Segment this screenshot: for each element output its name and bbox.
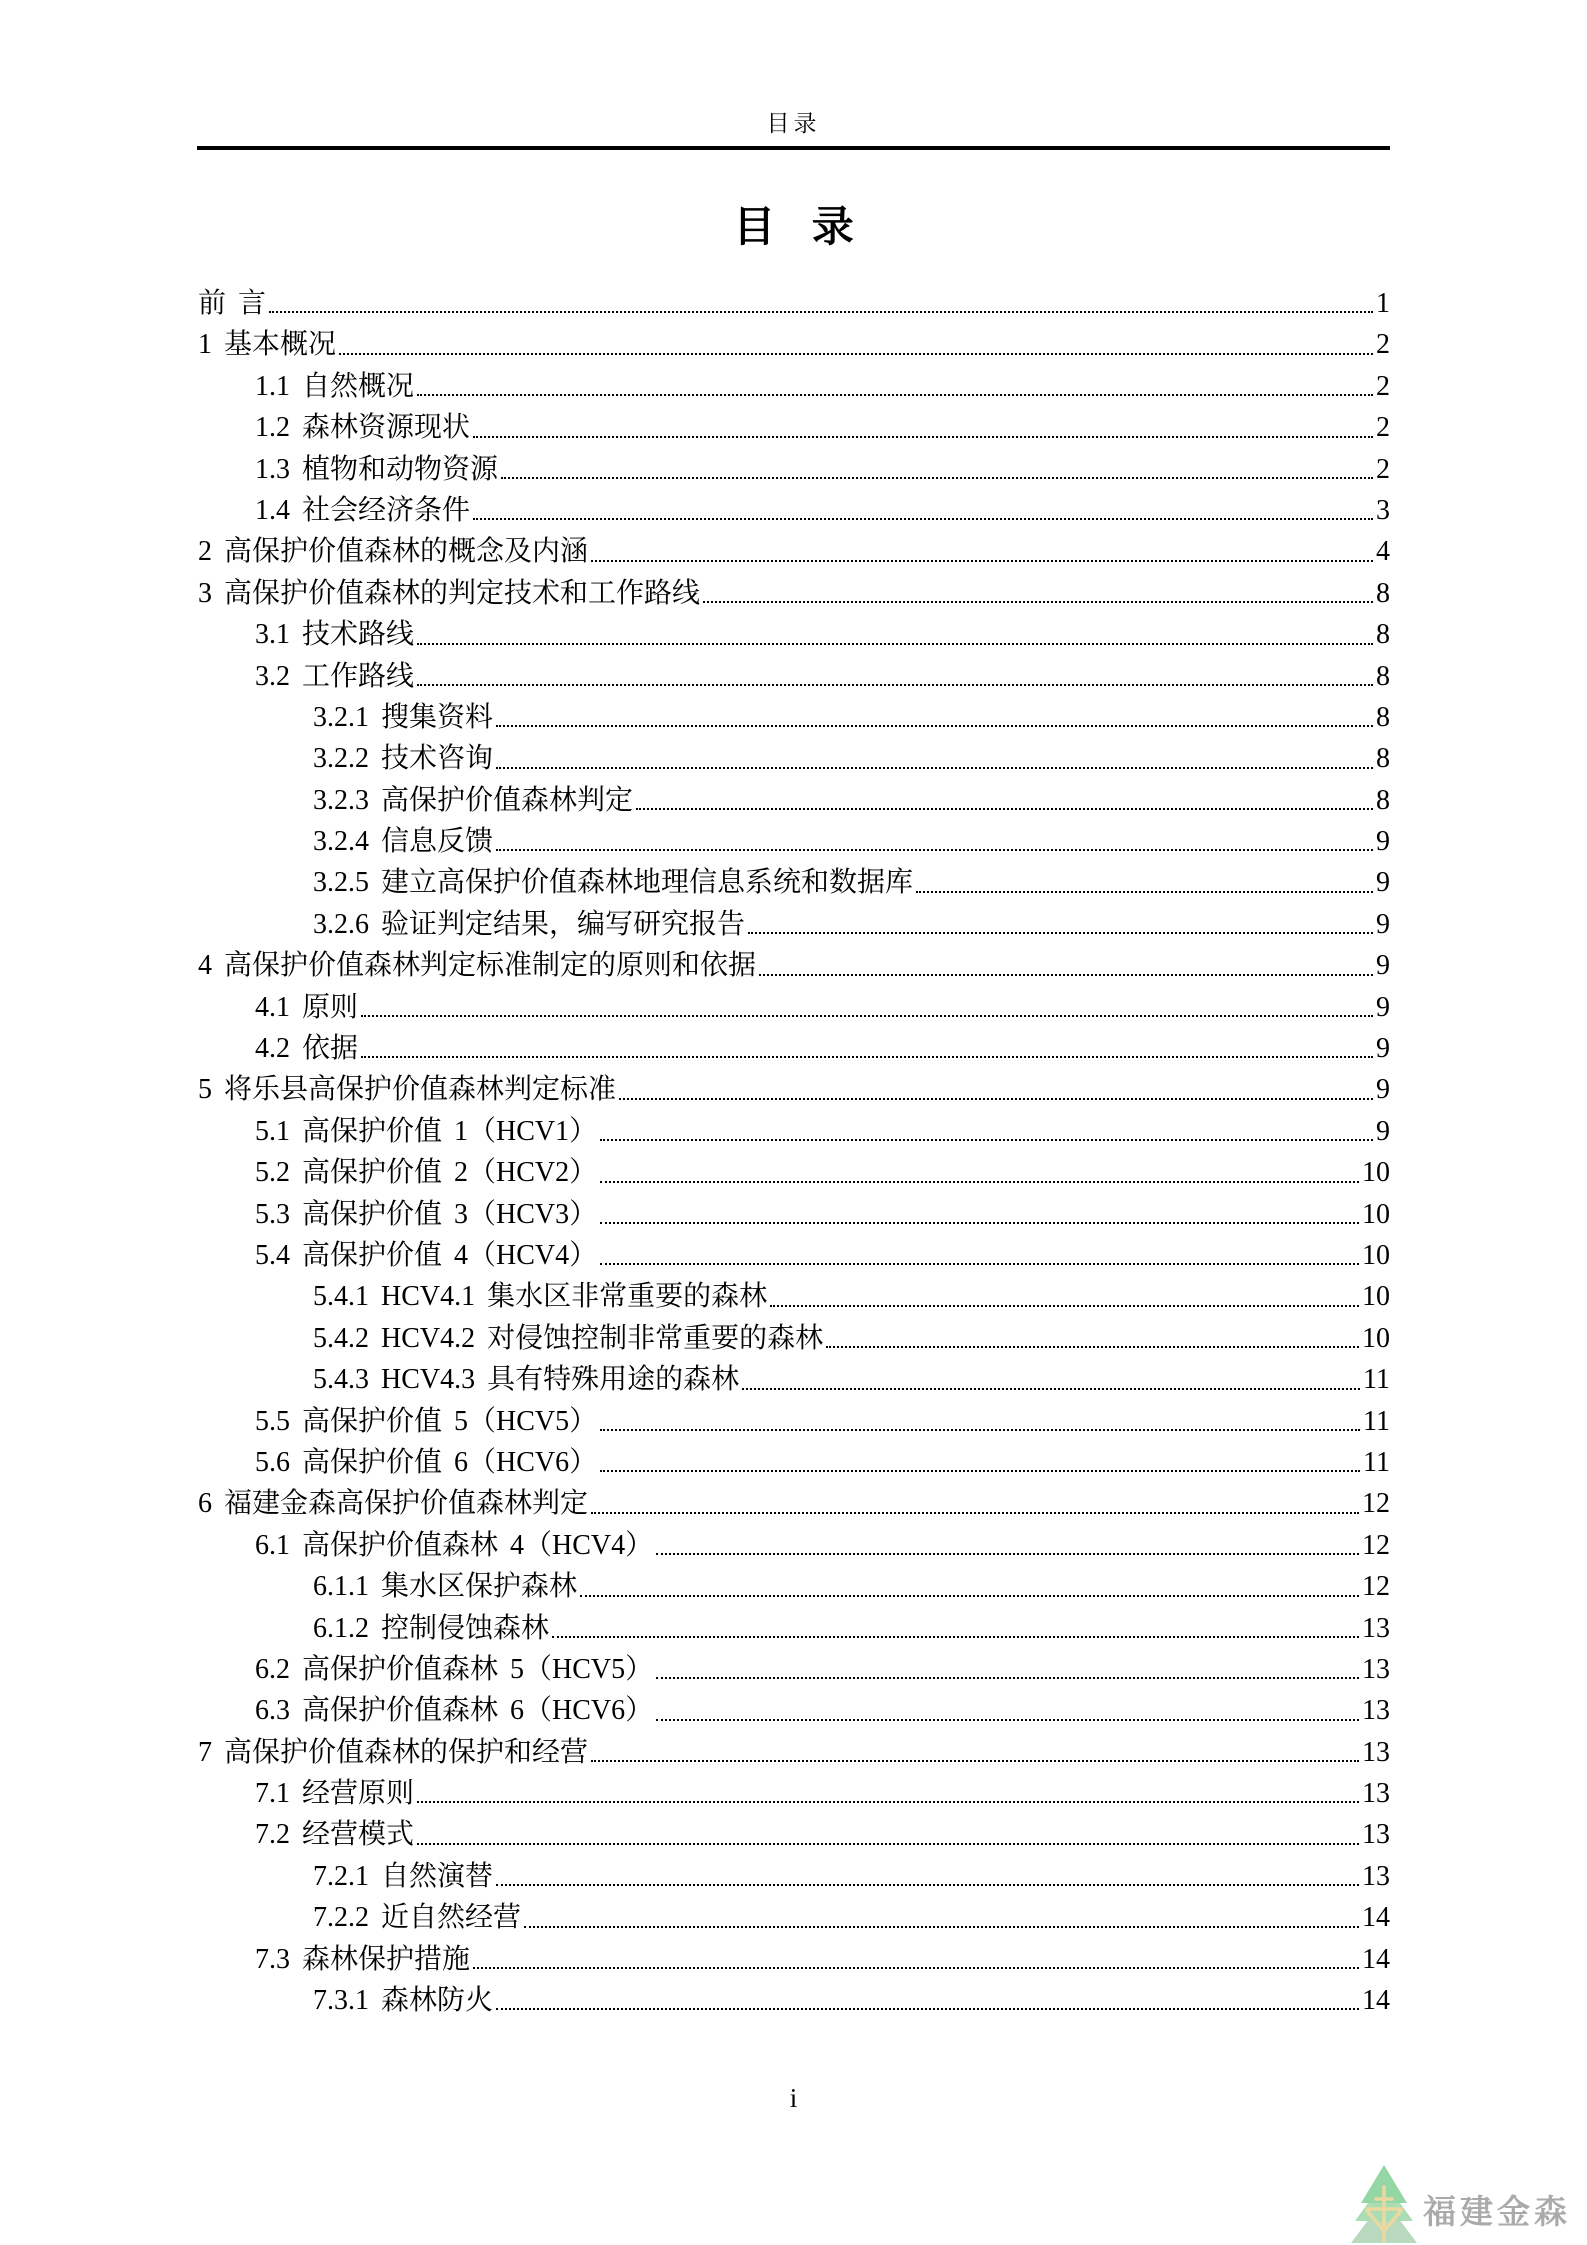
dot-leader: [703, 601, 1373, 603]
toc-entry-page-number: 1: [1376, 288, 1390, 319]
toc-entry: [198, 1483, 1390, 1524]
dot-leader: [770, 1305, 1359, 1307]
dot-leader: [417, 1801, 1359, 1803]
toc-entry: [198, 324, 1390, 365]
toc-entry-page-number: 9: [1376, 826, 1390, 858]
dot-leader: [361, 1015, 1373, 1017]
dot-leader: [524, 1926, 1359, 1928]
toc-entry-label: 1 基本概况: [198, 329, 337, 361]
dot-leader: [742, 1388, 1360, 1390]
toc-entry-page-number: 11: [1363, 1364, 1390, 1396]
dot-leader: [496, 725, 1373, 727]
dot-leader: [580, 1595, 1359, 1597]
toc-entry-label: 3.2.1 搜集资料: [313, 701, 494, 733]
toc-entry-page-number: 9: [1376, 867, 1390, 899]
toc-entry-page-number: 2: [1376, 412, 1390, 444]
toc-entry-page-number: 14: [1362, 1943, 1390, 1975]
toc-entry-page-number: 11: [1363, 1446, 1390, 1478]
toc-entry-label: 4.1 原则: [255, 991, 359, 1023]
toc-entry-label: 5.1 高保护价值 1（HCV1）: [255, 1115, 598, 1147]
toc-entry-page-number: 11: [1363, 1405, 1390, 1437]
dot-leader: [496, 767, 1373, 769]
toc-entry: [198, 1194, 1390, 1235]
dot-leader: [656, 1677, 1359, 1679]
dot-leader: [826, 1346, 1359, 1348]
toc-entry: [198, 1566, 1390, 1607]
toc-entry: [198, 449, 1390, 490]
dot-leader: [591, 1512, 1359, 1514]
toc-entry-page-number: 9: [1376, 1033, 1390, 1065]
toc-entry: [198, 862, 1390, 903]
toc-entry-label: 前 言: [198, 288, 267, 319]
company-logo: [1347, 2157, 1587, 2245]
toc-entry: [198, 697, 1390, 738]
toc-entry: [198, 1028, 1390, 1069]
toc-entry: [198, 1525, 1390, 1566]
toc-entry: [198, 1608, 1390, 1649]
toc-entry: [198, 1152, 1390, 1193]
toc-entry-label: 5 将乐县高保护价值森林判定标准: [198, 1074, 617, 1106]
dot-leader: [417, 1843, 1359, 1845]
toc-entry-label: 5.4.1 HCV4.1 集水区非常重要的森林: [313, 1281, 768, 1313]
toc-entry-page-number: 2: [1376, 453, 1390, 485]
toc-entry: [198, 573, 1390, 614]
toc-entry-label: 5.4 高保护价值 4（HCV4）: [255, 1239, 598, 1271]
toc-entry: [198, 614, 1390, 655]
toc-entry-page-number: 9: [1376, 1115, 1390, 1147]
toc-entry: [198, 1359, 1390, 1400]
header-divider: [197, 146, 1390, 150]
toc-entry-page-number: 9: [1376, 950, 1390, 982]
toc-entry: [198, 738, 1390, 779]
toc-entry-page-number: 10: [1362, 1322, 1390, 1354]
toc-entry-label: 3.2 工作路线: [255, 660, 415, 692]
toc-entry: [198, 1856, 1390, 1897]
toc-entry-page-number: 10: [1362, 1239, 1390, 1271]
toc-entry-label: 2 高保护价值森林的概念及内涵: [198, 536, 589, 568]
toc-entry: [198, 1732, 1390, 1773]
dot-leader: [916, 891, 1373, 893]
toc-entry-page-number: 10: [1362, 1157, 1390, 1189]
company-name: 福建金森: [1423, 2193, 1571, 2230]
toc-entry: [198, 1235, 1390, 1276]
toc-entry-page-number: 8: [1376, 577, 1390, 609]
toc-entry-page-number: 14: [1362, 1985, 1390, 2017]
toc-entry-label: 1.1 自然概况: [255, 370, 415, 402]
dot-leader: [636, 808, 1373, 810]
toc-entry-label: 7 高保护价值森林的保护和经营: [198, 1736, 589, 1768]
toc-entry-label: 5.5 高保护价值 5（HCV5）: [255, 1405, 598, 1437]
toc-entry-label: 6.2 高保护价值森林 5（HCV5）: [255, 1653, 654, 1685]
toc-entry: [198, 1897, 1390, 1938]
toc-entry: [198, 1069, 1390, 1110]
dot-leader: [417, 643, 1373, 645]
toc-entry-page-number: 13: [1362, 1860, 1390, 1892]
dot-leader: [748, 932, 1373, 934]
toc-entry: [198, 1814, 1390, 1855]
toc-entry-label: 7.2 经营模式: [255, 1819, 415, 1851]
toc-entry-label: 3.1 技术路线: [255, 619, 415, 651]
toc-entry-page-number: 2: [1376, 370, 1390, 402]
toc-entry: [198, 1773, 1390, 1814]
toc-entry: [198, 366, 1390, 407]
dot-leader: [656, 1719, 1359, 1721]
dot-leader: [600, 1263, 1359, 1265]
toc-entry-label: 5.2 高保护价值 2（HCV2）: [255, 1157, 598, 1189]
toc-entry-page-number: 12: [1362, 1571, 1390, 1603]
dot-leader: [591, 1760, 1359, 1762]
toc-entry-page-number: 13: [1362, 1695, 1390, 1727]
toc-entry-label: 7.2.2 近自然经营: [313, 1902, 522, 1934]
toc-entry-page-number: 9: [1376, 991, 1390, 1023]
toc-entry-label: 5.6 高保护价值 6（HCV6）: [255, 1446, 598, 1478]
toc-entry-page-number: 8: [1376, 660, 1390, 692]
toc-entry-page-number: 8: [1376, 743, 1390, 775]
toc-list: [198, 283, 1390, 2021]
toc-entry: [198, 821, 1390, 862]
toc-entry-page-number: 2: [1376, 329, 1390, 361]
toc-entry-page-number: 10: [1362, 1198, 1390, 1230]
document-title: 目 录: [733, 205, 854, 251]
toc-entry: [198, 283, 1390, 324]
toc-entry: [198, 1276, 1390, 1317]
dot-leader: [496, 849, 1373, 851]
dot-leader: [552, 1636, 1359, 1638]
toc-entry-label: 3.2.2 技术咨询: [313, 743, 494, 775]
toc-entry-label: 6.1.1 集水区保护森林: [313, 1571, 578, 1603]
toc-entry-page-number: 12: [1362, 1529, 1390, 1561]
dot-leader: [600, 1222, 1359, 1224]
dot-leader: [600, 1470, 1360, 1472]
toc-entry: [198, 407, 1390, 448]
toc-entry-page-number: 3: [1376, 494, 1390, 526]
dot-leader: [496, 1884, 1359, 1886]
toc-entry-label: 7.3.1 森林防火: [313, 1985, 494, 2017]
toc-entry-page-number: 8: [1376, 701, 1390, 733]
toc-entry-page-number: 8: [1376, 619, 1390, 651]
toc-entry-label: 3.2.3 高保护价值森林判定: [313, 784, 634, 816]
toc-entry: [198, 945, 1390, 986]
toc-entry-page-number: 13: [1362, 1653, 1390, 1685]
dot-leader: [473, 518, 1373, 520]
dot-leader: [501, 477, 1373, 479]
dot-leader: [417, 684, 1373, 686]
toc-entry-label: 7.2.1 自然演替: [313, 1860, 494, 1892]
toc-entry: [198, 780, 1390, 821]
toc-entry: [198, 1690, 1390, 1731]
toc-entry-label: 6 福建金森高保护价值森林判定: [198, 1488, 589, 1520]
running-header-text: 目录: [766, 111, 821, 136]
dot-leader: [600, 1181, 1359, 1183]
toc-entry-page-number: 13: [1362, 1736, 1390, 1768]
toc-entry-label: 7.3 森林保护措施: [255, 1943, 471, 1975]
dot-leader: [473, 436, 1373, 438]
dot-leader: [339, 353, 1373, 355]
dot-leader: [269, 311, 1373, 313]
toc-entry-label: 4 高保护价值森林判定标准制定的原则和依据: [198, 950, 757, 982]
dot-leader: [496, 2008, 1359, 2010]
toc-entry-page-number: 12: [1362, 1488, 1390, 1520]
toc-entry: [198, 1318, 1390, 1359]
toc-entry: [198, 1939, 1390, 1980]
dot-leader: [473, 1967, 1359, 1969]
toc-entry-label: 6.1 高保护价值森林 4（HCV4）: [255, 1529, 654, 1561]
dot-leader: [600, 1139, 1373, 1141]
toc-entry-label: 6.3 高保护价值森林 6（HCV6）: [255, 1695, 654, 1727]
footer-page-number: i: [789, 2083, 798, 2113]
toc-entry: [198, 1649, 1390, 1690]
dot-leader: [759, 974, 1373, 976]
toc-entry-label: 3 高保护价值森林的判定技术和工作路线: [198, 577, 701, 609]
toc-entry-label: 7.1 经营原则: [255, 1778, 415, 1810]
toc-entry-label: 5.4.2 HCV4.2 对侵蚀控制非常重要的森林: [313, 1322, 824, 1354]
toc-entry-label: 5.3 高保护价值 3（HCV3）: [255, 1198, 598, 1230]
dot-leader: [361, 1056, 1373, 1058]
toc-entry: [198, 987, 1390, 1028]
toc-entry: [198, 656, 1390, 697]
dot-leader: [600, 1429, 1360, 1431]
toc-entry-page-number: 8: [1376, 784, 1390, 816]
toc-entry-label: 3.2.6 验证判定结果，编写研究报告: [313, 908, 746, 940]
toc-entry-page-number: 10: [1362, 1281, 1390, 1313]
toc-entry-label: 3.2.5 建立高保护价值森林地理信息系统和数据库: [313, 867, 914, 899]
dot-leader: [656, 1553, 1359, 1555]
toc-entry-page-number: 13: [1362, 1778, 1390, 1810]
toc-entry-page-number: 14: [1362, 1902, 1390, 1934]
toc-entry: [198, 1111, 1390, 1152]
toc-entry: [198, 531, 1390, 572]
toc-entry: [198, 490, 1390, 531]
toc-entry-label: 1.3 植物和动物资源: [255, 453, 499, 485]
pine-tree-icon: [1347, 2157, 1421, 2245]
dot-leader: [591, 560, 1373, 562]
toc-entry-label: 6.1.2 控制侵蚀森林: [313, 1612, 550, 1644]
dot-leader: [417, 394, 1373, 396]
toc-entry-label: 3.2.4 信息反馈: [313, 826, 494, 858]
toc-entry: [198, 904, 1390, 945]
toc-entry: [198, 1401, 1390, 1442]
toc-entry: [198, 1980, 1390, 2021]
toc-entry-page-number: 9: [1376, 908, 1390, 940]
toc-entry-label: 5.4.3 HCV4.3 具有特殊用途的森林: [313, 1364, 740, 1396]
dot-leader: [619, 1098, 1373, 1100]
toc-entry-page-number: 13: [1362, 1819, 1390, 1851]
toc-entry-label: 1.2 森林资源现状: [255, 412, 471, 444]
toc-entry-page-number: 4: [1376, 536, 1390, 568]
toc-entry: [198, 1442, 1390, 1483]
toc-entry-page-number: 13: [1362, 1612, 1390, 1644]
toc-entry-page-number: 9: [1376, 1074, 1390, 1106]
toc-entry-label: 1.4 社会经济条件: [255, 494, 471, 526]
toc-entry-label: 4.2 依据: [255, 1033, 359, 1065]
